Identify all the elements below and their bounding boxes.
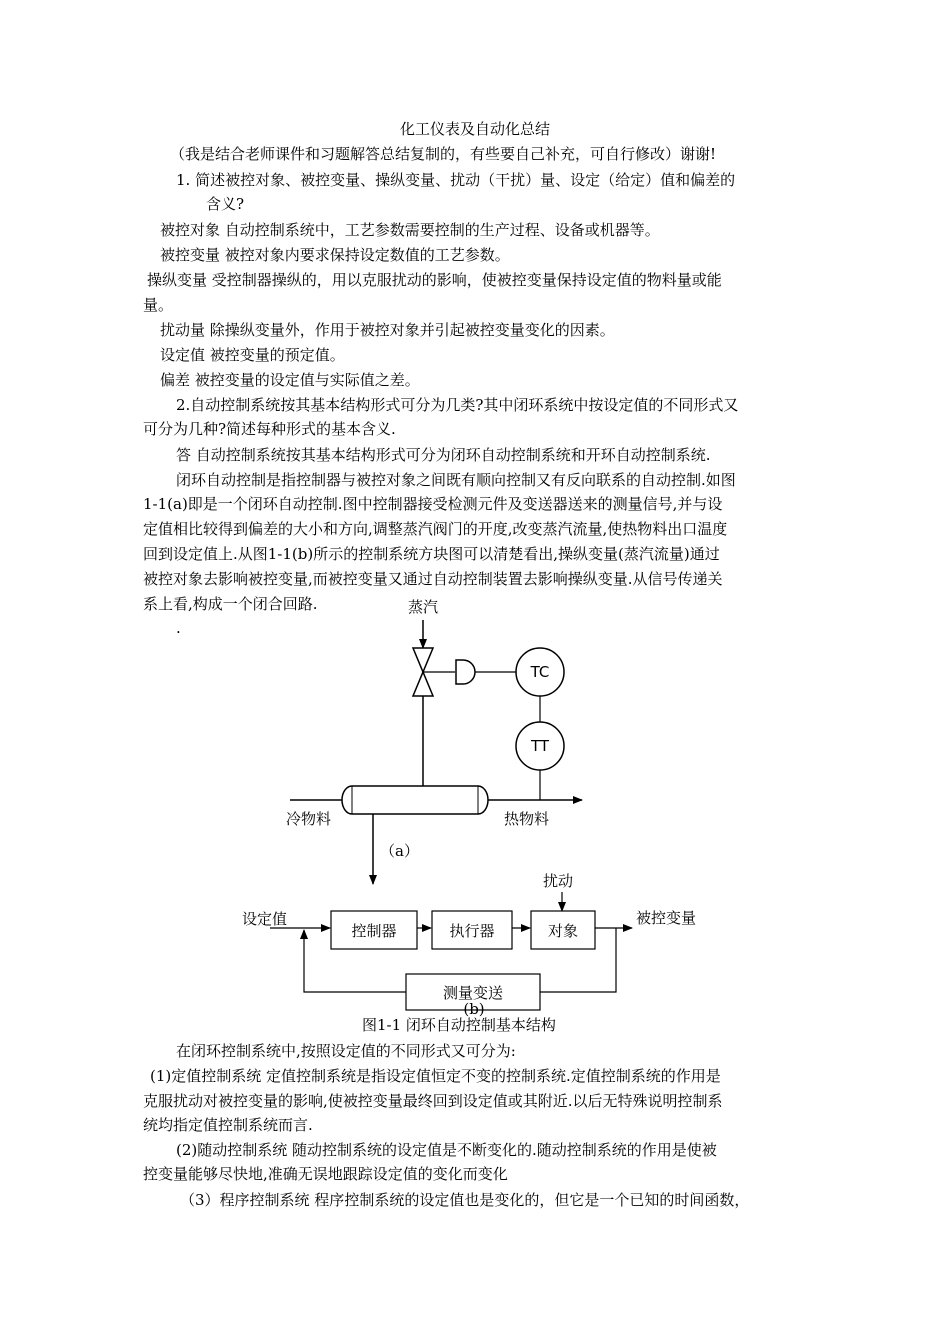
stray-dot: .: [176, 619, 181, 637]
diagram-a-label: （a）: [380, 842, 419, 860]
output-label: 被控变量: [636, 909, 697, 927]
cold-material-label: 冷物料: [286, 810, 332, 828]
paragraph-1-line-1: 闭环自动控制是指控制器与被控对象之间既有顺向控制又有反向联系的自动控制.如图: [176, 471, 736, 489]
answer-line: 答 自动控制系统按其基本结构形式可分为闭环自动控制系统和开环自动控制系统.: [176, 446, 711, 464]
definition-manipulated-line-2: 量。: [143, 296, 174, 314]
question-2-line-1: 2.自动控制系统按其基本结构形式可分为几类?其中闭环系统中按设定值的不同形式又: [176, 396, 739, 414]
paragraph-1-line-4: 回到设定值上.从图1-1(b)所示的控制系统方块图可以清楚看出,操纵变量(蒸汽流量)通过: [143, 545, 720, 563]
definition-controlled-variable: 被控变量 被控对象内要求保持设定数值的工艺参数。: [160, 246, 510, 264]
paragraph-1-line-2: 1-1(a)即是一个闭环自动控制.图中控制器接受检测元件及变送器送来的测量信号,并与设: [143, 495, 723, 513]
paragraph-1-line-5: 被控对象去影响被控变量,而被控变量又通过自动控制装置去影响操纵变量.从信号传递关: [143, 570, 723, 588]
intro-classification: 在闭环控制系统中,按照设定值的不同形式又可分为:: [176, 1042, 516, 1060]
definition-error: 偏差 被控变量的设定值与实际值之差。: [160, 371, 420, 389]
paragraph-1-line-3: 定值相比较得到偏差的大小和方向,调整蒸汽阀门的开度,改变蒸汽流量,使热物料出口温度: [143, 520, 728, 538]
tc-label: TC: [530, 663, 550, 681]
question-2-line-2: 可分为几种?简述每种形式的基本含义.: [143, 420, 396, 438]
definition-disturbance: 扰动量 除操纵变量外，作用于被控对象并引起被控变量变化的因素。: [160, 321, 615, 339]
definition-setpoint: 设定值 被控变量的预定值。: [160, 346, 345, 364]
page-title: 化工仪表及自动化总结: [399, 120, 550, 138]
valve-actuator-icon: [456, 660, 475, 684]
controller-block-label: 控制器: [351, 922, 397, 940]
follow-up-line-2: 控变量能够尽快地,准确无误地跟踪设定值的变化而变化: [143, 1165, 508, 1183]
setpoint-label: 设定值: [242, 910, 288, 928]
heat-exchanger-icon: [342, 786, 488, 814]
constant-value-line-2: 克服扰动对被控变量的影响,使被控变量最终回到设定值或其附近.以后无特殊说明控制系: [143, 1092, 723, 1110]
paragraph-1-line-6: 系上看,构成一个闭合回路.: [143, 595, 318, 613]
definition-object: 被控对象 自动控制系统中，工艺参数需要控制的生产过程、设备或机器等。: [160, 221, 660, 239]
question-1-line-2: 含义?: [206, 195, 245, 213]
tt-label: TT: [530, 737, 550, 755]
question-1-line-1: 1. 简述被控对象、被控变量、操纵变量、扰动（干扰）量、设定（给定）值和偏差的: [176, 171, 736, 189]
constant-value-line-1: (1)定值控制系统 定值控制系统是指设定值恒定不变的控制系统.定值控制系统的作用是: [150, 1067, 721, 1085]
figure-caption: 图1-1 闭环自动控制基本结构: [362, 1016, 556, 1034]
subtitle: （我是结合老师课件和习题解答总结复制的，有些要自己补充，可自行修改）谢谢!: [170, 145, 717, 163]
constant-value-line-3: 统均指定值控制系统而言.: [143, 1116, 313, 1134]
hot-material-label: 热物料: [504, 810, 550, 828]
disturbance-label: 扰动: [543, 872, 574, 890]
actuator-block-label: 执行器: [449, 922, 495, 940]
object-block-label: 对象: [547, 922, 579, 940]
definition-manipulated-line-1: 操纵变量 受控制器操纵的，用以克服扰动的影响，使被控变量保持设定值的物料量或能: [147, 271, 722, 289]
follow-up-line-1: (2)随动控制系统 随动控制系统的设定值是不断变化的.随动控制系统的作用是使被: [176, 1141, 717, 1159]
diagram-b-label: (b): [463, 1000, 485, 1018]
program-control-line-1: （3）程序控制系统 程序控制系统的设定值也是变化的，但它是一个已知的时间函数，: [180, 1191, 750, 1209]
measurement-block-label: 测量变送: [442, 984, 504, 1002]
steam-label: 蒸汽: [408, 598, 439, 616]
